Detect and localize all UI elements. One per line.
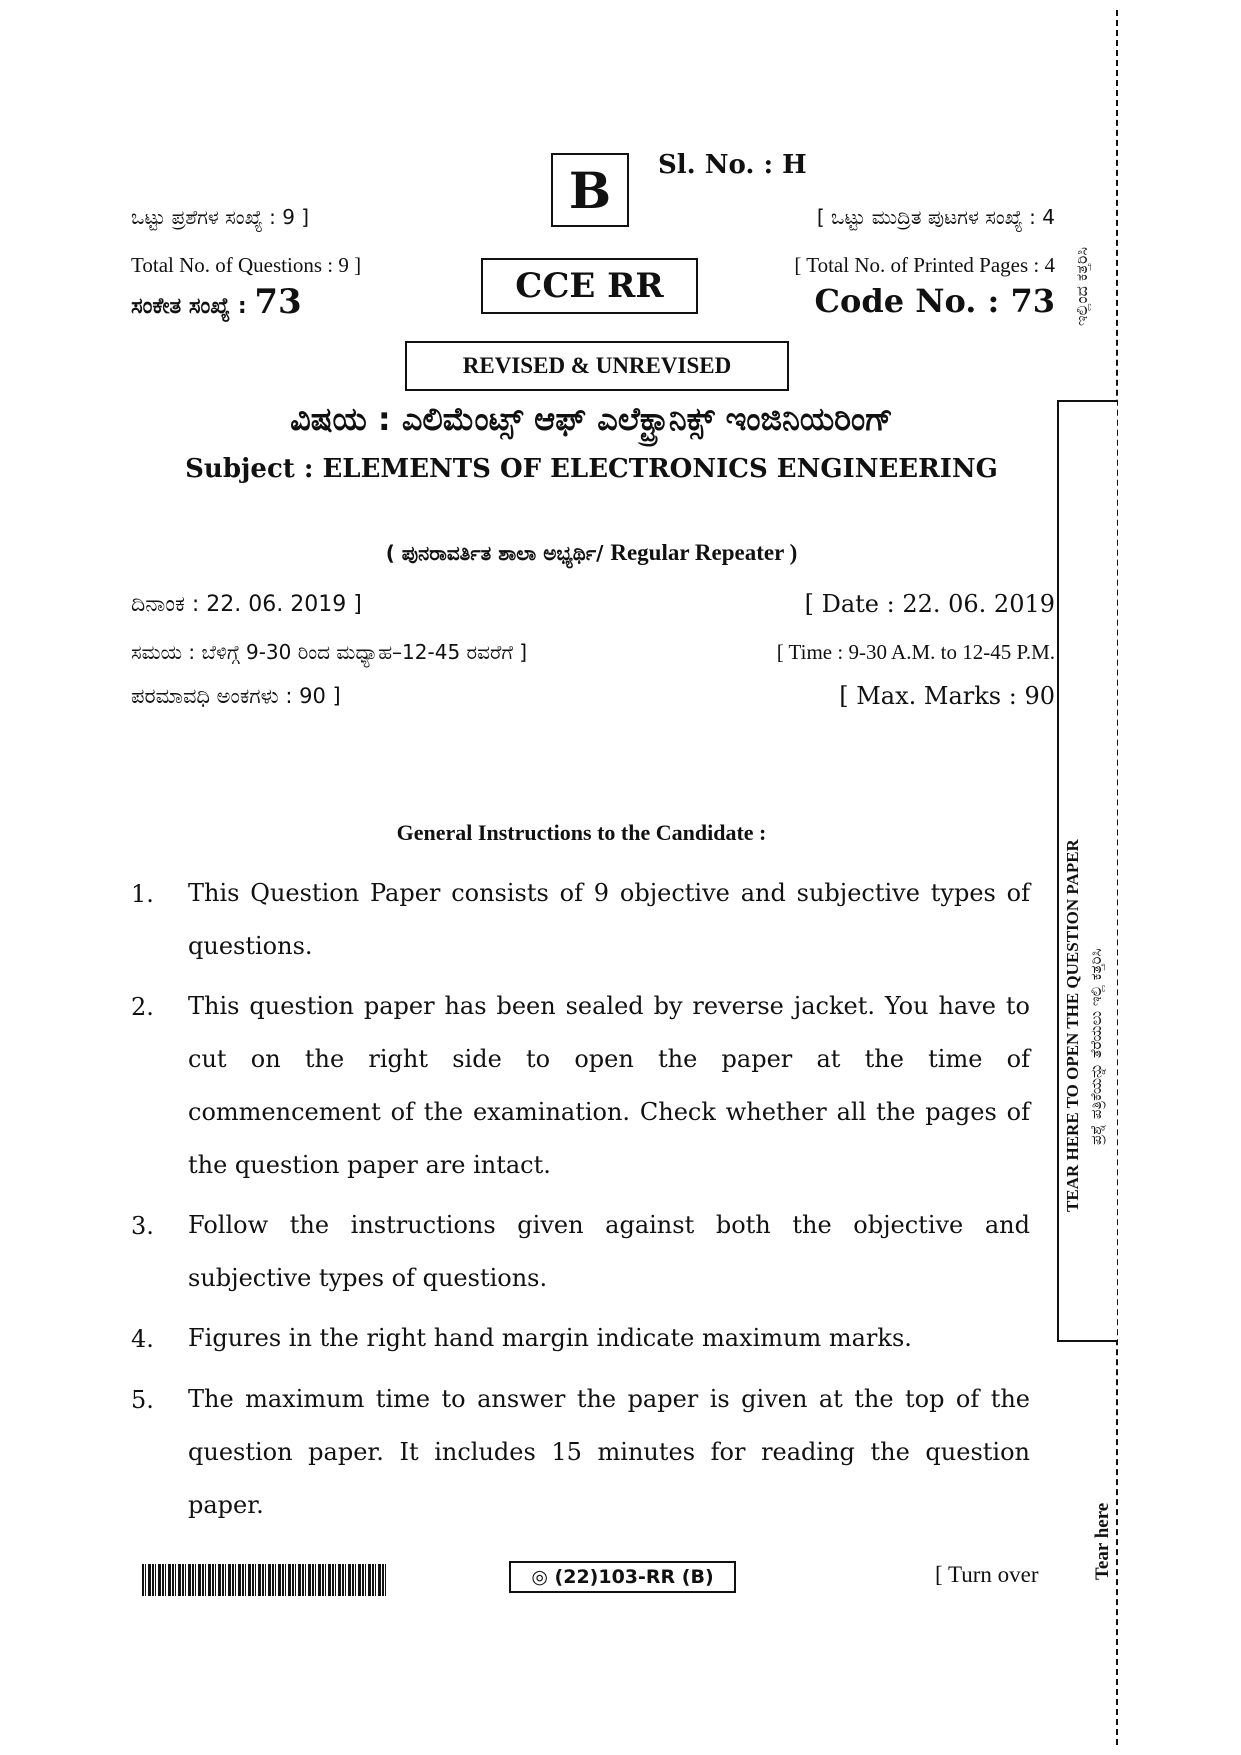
instruction-number: 4.	[131, 1325, 154, 1353]
code-kn-label: ಸಂಕೇತ ಸಂಖ್ಯೆ :	[131, 294, 247, 319]
instructions-title: General Instructions to the Candidate :	[396, 820, 767, 845]
code-number-kn	[131, 282, 302, 322]
time-en: [ Time : 9-30 A.M. to 12-45 P.M.	[776, 640, 1055, 664]
turn-over: [ Turn over	[935, 1562, 1039, 1587]
instruction-text: The maximum time to answer the paper is given at the top of the question paper. It includes 15 minutes for reading the question paper.	[188, 1385, 1030, 1519]
barcode	[142, 1564, 386, 1596]
cut-here-kn: ಇಲ್ಲಿಂದ ಕತ್ತರಿಸಿ	[1072, 247, 1091, 326]
total-questions-kn: ಒಟ್ಟು ಪ್ರಶೆಗಳ ಸಂಖ್ಯೆ : 9 ]	[131, 205, 310, 229]
cce-label: CCE RR	[515, 266, 664, 306]
total-questions-en: Total No. of Questions : 9 ]	[131, 253, 362, 277]
total-pages-en: [ Total No. of Printed Pages : 4	[794, 253, 1055, 277]
instruction-number: 2.	[131, 993, 154, 1021]
set-letter: B	[568, 160, 612, 220]
candidate-type-kn: ( ಪುನರಾವರ್ತಿತ ಶಾಲಾ ಅಭ್ಯರ್ಥಿ/	[385, 541, 604, 565]
cce-box	[481, 258, 698, 314]
tear-here-label: Tear here	[1092, 1502, 1113, 1580]
instruction-number: 3.	[131, 1212, 154, 1240]
time-kn: ಸಮಯ : ಬೆಳಿಗ್ಗೆ 9-30 ರಿಂದ ಮಧ್ಯಾಹ–12-45 ರವರೆಗೆ ]	[131, 640, 528, 664]
candidate-type-en: Regular Repeater )	[610, 540, 798, 565]
candidate-type	[0, 540, 1183, 566]
date-kn: ದಿನಾಂಕ : 22. 06. 2019 ]	[131, 592, 362, 617]
code-kn-value: 73	[254, 282, 302, 322]
revised-box	[405, 341, 789, 391]
paper-code: ◎ (22)103-RR (B)	[531, 1566, 714, 1588]
code-number-en: Code No. : 73	[814, 282, 1055, 320]
subject-en: Subject : ELEMENTS OF ELECTRONICS ENGINEERING	[185, 454, 998, 484]
paper-code-box	[509, 1561, 736, 1593]
marks-en: [ Max. Marks : 90	[839, 682, 1055, 710]
marks-kn: ಪರಮಾವಧಿ ಅಂಕಗಳು : 90 ]	[131, 684, 341, 708]
instruction-text: Figures in the right hand margin indicate maximum marks.	[188, 1324, 912, 1352]
total-pages-kn: [ ಒಟ್ಟು ಮುದ್ರಿತ ಪುಟಗಳ ಸಂಖ್ಯೆ : 4	[816, 205, 1055, 229]
instruction-text: This question paper has been sealed by reverse jacket. You have to cut on the right side to open the paper at the time of commencement of the examination. Check whether all the pages of the question paper are intact.	[188, 992, 1030, 1179]
instruction-text: This Question Paper consists of 9 objective and subjective types of questions.	[188, 879, 1030, 960]
serial-number: Sl. No. : H	[658, 150, 807, 180]
instruction-number: 1.	[131, 880, 154, 908]
subject-kn: ವಿಷಯ : ಎಲಿಮೆಂಟ್ಸ್ ಆಫ್ ಎಲೆಕ್ಟ್ರಾನಿಕ್ಸ್ ಇಂಜಿನಿಯರಿಂಗ್	[290, 400, 893, 438]
tear-here-instruction-en: TEAR HERE TO OPEN THE QUESTION PAPER	[1063, 839, 1082, 1212]
set-letter-box	[551, 153, 629, 227]
revised-label: REVISED & UNREVISED	[462, 353, 732, 378]
instruction-text: Follow the instructions given against both the objective and subjective types of questions.	[188, 1211, 1030, 1292]
date-en: [ Date : 22. 06. 2019	[804, 590, 1055, 618]
tear-here-instruction-kn: ಪ್ರಶ್ನೆ ಪತ್ರಿಕೆಯನ್ನು ತೆರೆಯಲು ಇಲ್ಲಿ ಕತ್ತರಿಸಿ	[1087, 948, 1105, 1145]
instruction-number: 5.	[131, 1386, 154, 1414]
